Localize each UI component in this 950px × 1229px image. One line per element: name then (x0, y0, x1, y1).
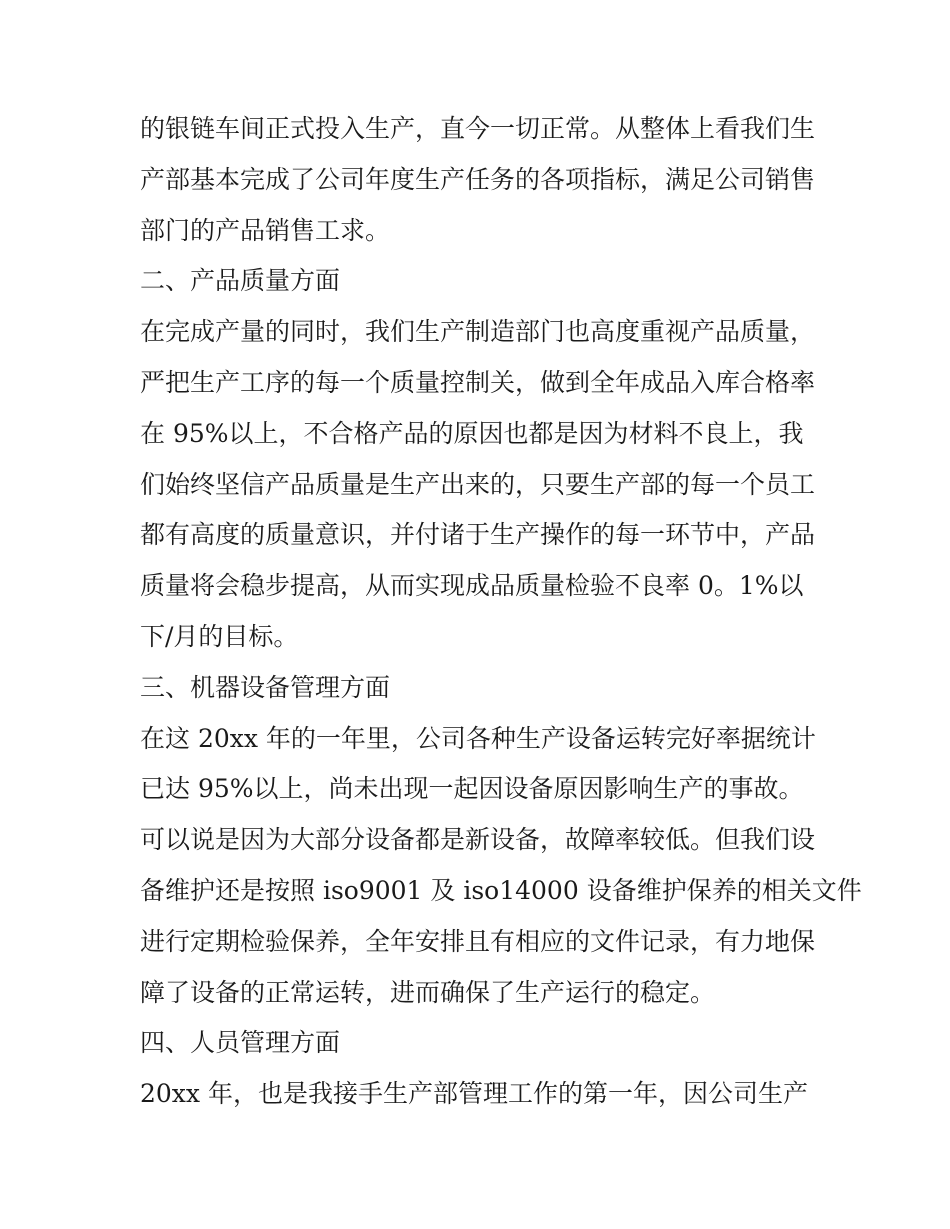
paragraph-line: 在 95%以上，不合格产品的原因也都是因为材料不良上，我 (140, 418, 804, 448)
paragraph-line: 的银链车间正式投入生产，直今一切正常。从整体上看我们生 (140, 114, 816, 143)
paragraph-line: 严把生产工序的每一个质量控制关，做到全年成品入库合格率 (140, 367, 816, 397)
paragraph-line: 备维护还是按照 iso9001 及 iso14000 设备维护保养的相关文件 (140, 875, 862, 905)
paragraph-line: 在完成产量的同时，我们生产制造部门也高度重视产品质量， (140, 317, 816, 347)
paragraph-line: 进行定期检验保养，全年安排且有相应的文件记录，有力地保 (140, 926, 816, 956)
section-heading-equipment-management: 三、机器设备管理方面 (140, 672, 391, 702)
paragraph-line: 可以说是因为大部分设备都是新设备，故障率较低。但我们设 (140, 825, 816, 855)
document-body (140, 104, 862, 1120)
paragraph-line: 产部基本完成了公司年度生产任务的各项指标，满足公司销售 (140, 164, 816, 194)
section-heading-product-quality: 二、产品质量方面 (140, 266, 341, 296)
paragraph-line: 在这 20xx 年的一年里，公司各种生产设备运转完好率据统计 (140, 723, 816, 753)
paragraph-line: 部门的产品销售工求。 (140, 215, 391, 245)
paragraph-line: 障了设备的正常运转，进而确保了生产运行的稳定。 (140, 977, 716, 1007)
paragraph-line: 们始终坚信产品质量是生产出来的，只要生产部的每一个员工 (140, 469, 816, 499)
paragraph-line: 20xx 年，也是我接手生产部管理工作的第一年，因公司生产 (140, 1079, 808, 1109)
paragraph-line: 下/月的目标。 (140, 621, 299, 651)
section-heading-personnel-management: 四、人员管理方面 (140, 1028, 341, 1058)
paragraph-line: 都有高度的质量意识，并付诸于生产操作的每一环节中，产品 (140, 520, 816, 550)
paragraph-line: 质量将会稳步提高，从而实现成品质量检验不良率 0。1%以 (140, 571, 804, 601)
paragraph-line: 已达 95%以上，尚未出现一起因设备原因影响生产的事故。 (140, 774, 804, 804)
